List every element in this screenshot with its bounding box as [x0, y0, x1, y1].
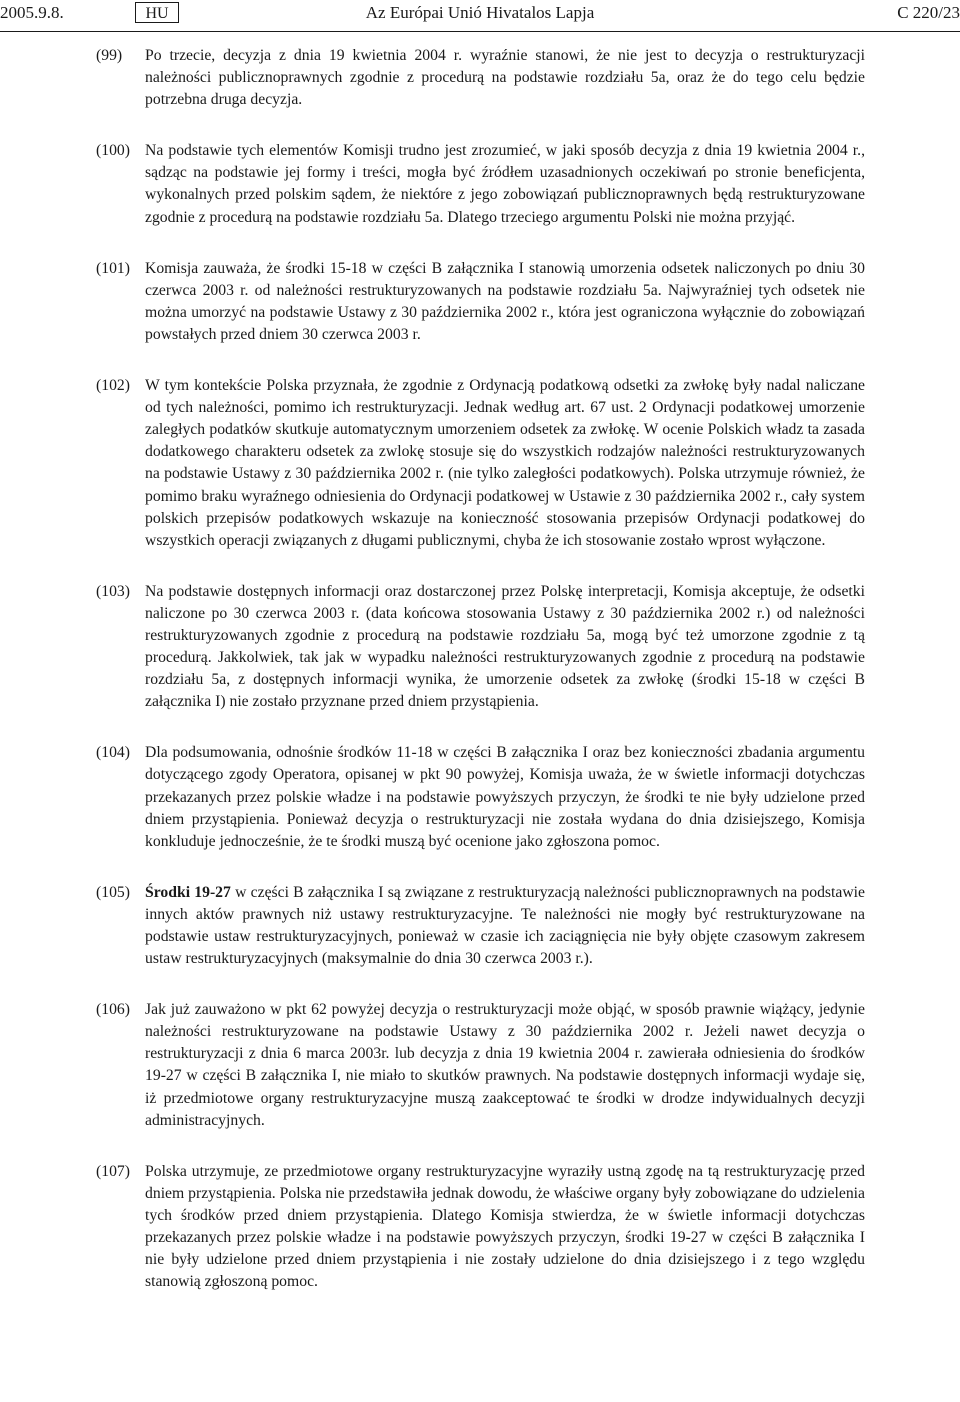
paragraph-body: W tym kontekście Polska przyznała, że zgodnie z Ordynacją podatkową odsetki za zwłokę były nadal naliczane od tych należności, pomimo ich restrukturyzacji. Jednak według art. 67 ust. 2 Ordynacji podatkowej umorzenie zaległych podatków skutkuje automatycznym umorzeniem odsetek za zwłokę. W ocenie Polskich władz ta zasada dodatkowego charakteru odsetek za zwlokę stosuje się do wszystkich rodzajów należności restrukturyzowanych na podstawie Ustawy z 30 października 2002 r. (nie tylko zaległości podatkowych). Polska utrzymuje również, że pomimo braku wyraźnego odniesienia do Ordynacji podatkowej w Ustawie z 30 października 2002 r., cały system polskich przepisów podatkowych wskazuje na konieczność stosowania przepisów Ordynacji podatkowej do wszystkich operacji związanych z długami publicznymi, chyba że ich stosowanie zostało wprost wyłączone. — [145, 377, 865, 549]
paragraph-number: (104) — [96, 744, 130, 762]
paragraph-number: (105) — [96, 883, 130, 901]
paragraph-body: Komisja zauważa, że środki 15-18 w części B załącznika I stanowią umorzenia odsetek naliczonych po dniu 30 czerwca 2003 r. od należności restrukturyzowanych na podstawie rozdziału 5a. Najwyraźniej tych odsetek nie można umorzyć na podstawie Ustawy z 30 października 2002 r., która jest ograniczona wyłącznie do zobowiązań powstałych przed dniem 30 czerwca 2003 r. — [145, 259, 865, 343]
paragraph-102 — [0, 375, 960, 552]
paragraph-text — [145, 882, 865, 970]
paragraph-number: (99) — [96, 47, 123, 64]
header-divider — [0, 31, 960, 32]
paragraph-text — [145, 999, 865, 1132]
paragraph-number: (107) — [96, 1162, 130, 1180]
paragraph-107 — [0, 1161, 960, 1294]
paragraph-text — [145, 581, 865, 714]
paragraph-103 — [0, 581, 960, 714]
paragraph-text — [145, 140, 865, 228]
paragraph-text — [145, 1161, 865, 1294]
paragraph-body: Jak już zauważono w pkt 62 powyżej decyzja o restrukturyzacji może objąć, w sposób prawnie wiążący, jedynie należności restrukturyzowane na podstawie Ustawy z 30 października 2002 r. Jeżeli nawet decyzja o restrukturyzacji z dnia 6 marca 2003r. lub decyzja z dnia 19 kwietnia 2004 r. zawierała odniesienia do środków 19-27 w części B załącznika I, nie miało to skutków prawnych. Na podstawie dostępnych informacji wydaje się, iż przedmiotowe organy restrukturyzacyjne muszą zaakceptować te środki w drodze indywidualnych decyzji administracyjnych. — [145, 1001, 865, 1129]
paragraph-number: (106) — [96, 1001, 130, 1019]
paragraph-text — [145, 742, 865, 852]
paragraph-number: (100) — [96, 142, 130, 160]
paragraph-body: Polska utrzymuje, ze przedmiotowe organy restrukturyzacyjne wyraziły ustną zgodę na tą restrukturyzację przed dniem przystąpienia. Polska nie przedstawiła jednak dowodu, że właściwe organy były zobowiązane do udzielenia tych środków przed dniem przystąpienia. Dlatego Komisja stwierdza, że w świetle informacji dotychczas przekazanych przez polskie władze i na podstawie powyższych przyczyn, środki 19-27 w części B załącznika I nie były udzielone przed dniem przystąpienia i nie zostały udzielone do dnia dzisiejszego i z tego względu stanowią zgłoszoną pomoc. — [145, 1162, 865, 1291]
document-body — [0, 45, 960, 1322]
paragraph-100 — [0, 140, 960, 228]
paragraph-body: Dla podsumowania, odnośnie środków 11-18 w części B załącznika I oraz bez konieczności zbadania argumentu dotyczącego zgody Operatora, opisanej w pkt 90 powyżej, Komisja uważa, że w świetle informacji dotychczas przekazanych przez polskie władze i na podstawie powyższych przyczyn, że środki te nie były udzielone przed dniem przystąpienia. Ponieważ decyzja o restrukturyzacji nie została wydana do dnia dzisiejszego, Komisja konkluduje jednocześnie, że te środki muszą być ocenione jako zgłoszona pomoc. — [145, 744, 865, 850]
paragraph-text — [145, 258, 865, 346]
paragraph-body: w części B załącznika I są związane z restrukturyzacją należności publicznoprawnych na podstawie innych aktów prawnych niż ustawy restrukturyzacyjne. Te należności nie mogły być restrukturyzowane na podstawie ustaw restrukturyzacyjnych, ponieważ w czasie ich zaciągnięcia nie były objęte czasowym zakresem ustaw restrukturyzacyjnych (maksymalnie do dnia 30 czerwca 2003 r.). — [145, 883, 865, 968]
paragraph-body: Po trzecie, decyzja z dnia 19 kwietnia 2004 r. wyraźnie stanowi, że nie jest to decyzja o restrukturyzacji należności publicznoprawnych zgodnie z procedurą na podstawie rozdziału 5a, oraz że do tego celu będzie potrzebna druga decyzja. — [145, 47, 865, 109]
paragraph-101 — [0, 258, 960, 346]
language-badge: HU — [135, 2, 179, 23]
paragraph-number: (101) — [96, 259, 130, 277]
paragraph-105 — [0, 882, 960, 970]
paragraph-number: (102) — [96, 377, 130, 395]
paragraph-body: Na podstawie dostępnych informacji oraz dostarczonej przez Polskę interpretacji, Komisja akceptuje, że odsetki naliczone po 30 czerwca 2003 r. (data końcowa stosowania Ustawy z 30 października 2002 r.) od należności restrukturyzowanych zgodnie z procedurą na podstawie rozdziału 5a, mogą być też umorzone zgodnie z tą procedurą. Jakkolwiek, tak jak w wypadku należności restrukturyzowanych zgodnie z procedurą na podstawie rozdziału 5a, z dostępnych informacji wynika, że umorzenie odsetek za zwłokę (środki 15-18 w części B załącznika I) nie zostało przyznane przed dniem przystąpienia. — [145, 582, 865, 711]
header-date: 2005.9.8. — [0, 3, 64, 22]
paragraph-99 — [0, 45, 960, 111]
paragraph-bold-lead: Środki 19-27 — [145, 883, 231, 901]
paragraph-106 — [0, 999, 960, 1132]
paragraph-104 — [0, 742, 960, 852]
page-reference: C 220/23 — [897, 3, 960, 22]
journal-title: Az Európai Unió Hivatalos Lapja — [365, 3, 595, 22]
paragraph-text — [145, 45, 865, 111]
paragraph-number: (103) — [96, 582, 130, 600]
paragraph-body: Na podstawie tych elementów Komisji trudno jest zrozumieć, w jaki sposób decyzja z dnia 19 kwietnia 2004 r., sądząc na podstawie jej formy i treści, mogła być źródłem uzasadnionych oczekiwań po stronie beneficjenta, wykonalnych przed polskim sądem, że niektóre z jego zobowiązań publicznoprawnych będą restrukturyzowane zgodnie z procedurą na podstawie rozdziału 5a. Dlatego trzeciego argumentu Polski nie można przyjąć. — [145, 142, 865, 226]
paragraph-text — [145, 375, 865, 552]
page-header — [0, 0, 960, 30]
